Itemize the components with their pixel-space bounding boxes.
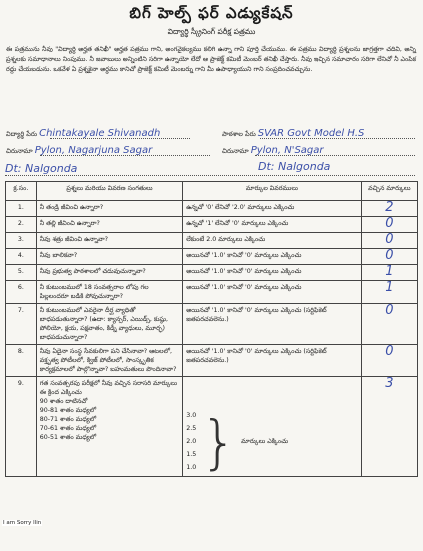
header-marks-detail: మార్కుల వివరములు <box>183 182 361 201</box>
table-row <box>6 281 418 304</box>
row-question: నీ తల్లి జీవించి ఉన్నారా? <box>36 217 182 233</box>
grade-points-cell <box>183 377 361 477</box>
row-number: 3. <box>6 233 37 249</box>
row-question-grade <box>36 377 182 477</box>
grade-points <box>186 409 196 474</box>
table-row <box>6 233 418 249</box>
row-score: 0 <box>385 216 394 231</box>
row-question: నీవు శత్రు జీవించి ఉన్నావా? <box>36 233 182 249</box>
header-serial: క్ర.సం. <box>6 182 37 201</box>
form-title: బిగ్ హెల్ప్ ఫర్ ఎడ్యుకేషన్ <box>129 4 294 22</box>
header-marks-obtained: వచ్చిన మార్కులు <box>361 182 417 201</box>
grade-range-4: 70-61 శాతం మధ్యలో <box>39 425 97 432</box>
row-number: 1. <box>6 201 37 217</box>
grade-range-2: 90-81 శాతం మధ్యలో <box>39 407 97 414</box>
table-header-row <box>6 182 418 201</box>
row-question: గత సంవత్సరపు పరీక్షలో నీవు వచ్చిన సరాసరి మార్కులు ఈ క్రింద ఎక్కించు <box>39 380 178 396</box>
address-line <box>40 155 210 156</box>
brace-icon: } <box>200 407 238 476</box>
row-question: నీ కుటుంబములో ఎవరైనా దీర్ఘ వ్యాధితో బాధపడుతున్నారా? (ఉదా: క్యాన్సర్, ఎయిడ్స్, కుష్ఠు, పోలియో, క్షయ, పక్షవాతం, కిడ్నీ వ్యాధులు, మూర్ఛ) బాధపడుచున్నారా? <box>36 304 182 345</box>
grade-point-2: 2.5 <box>186 425 197 432</box>
table-row <box>6 249 418 265</box>
row-marks: అయినచో '1.0' కానిచో '0' మార్కులు ఎక్కించు (సర్టిఫికెట్ జతపరచవలెను.) <box>183 304 361 345</box>
table-row <box>6 345 418 377</box>
table-row <box>6 265 418 281</box>
row-question: నీవు బాలికవా? <box>36 249 182 265</box>
row-score: 0 <box>385 303 394 318</box>
grade-point-3: 2.0 <box>186 438 197 445</box>
grade-range-3: 80-71 శాతం మధ్యలో <box>39 416 97 423</box>
row-score: 2 <box>385 200 394 215</box>
row-marks: అయినచో '1.0' కానిచో '0' మార్కులు ఎక్కించు <box>183 281 361 304</box>
row-score: 0 <box>385 232 394 247</box>
row-marks: ఉన్నచో '1' లేనిచో '0' మార్కులు ఎక్కించు <box>183 217 361 233</box>
row-number: 5. <box>6 265 37 281</box>
row-score: 0 <box>385 344 394 359</box>
address-value: Pylon, Nagarjuna Sagar <box>34 145 153 156</box>
row-number: 2. <box>6 217 37 233</box>
row-question: నీవు ప్రభుత్వ పాఠశాలలో చదువుచున్నావా? <box>36 265 182 281</box>
grade-range-5: 60-51 శాతం మధ్యలో <box>39 434 97 441</box>
table-row <box>6 304 418 345</box>
row-score: 0 <box>385 248 394 263</box>
grade-point-5: 1.0 <box>186 464 197 471</box>
form-subtitle: విద్యార్థి స్క్రీనింగ్ పరీక్ష పత్రము <box>167 27 256 36</box>
intro-paragraph: ఈ పత్రమును నీవు "విద్యార్థి అర్హత తనిఖీ" అర్హత పత్రము గాని, అంగవైకల్యము కలిగి ఉన్నా గాని పూర్తి చేయుము. ఈ పత్రము విద్యార్థి ప్రశ్నలను జాగ్రత్తగా చదివి, అన్ని ప్రశ్నలకు సమాధానాలు నింపుము. నీ జవాబులు అన్నింటిని సరిగా ఉన్నాయో లేదో ఆ ప్రాజెక్ట్ కమిటీ మెంబర్ తనిఖీ చేస్తారు. నీవు ఇచ్చిన సమాచారం సరిగా లేనిచో నీ ఎంపిక రద్దు చేయబడును. ఒకవేళ ఏ ప్రశ్నకైనా అర్థము కానిచో ప్రాజెక్ట్ కమిటీ మెంబర్ను గాని మీ ఉపాధ్యాయుని గాని సంప్రదించవచ్చును. <box>6 46 416 73</box>
row-score: 3 <box>385 376 394 391</box>
row-number: 7. <box>6 304 37 345</box>
row-number: 6. <box>6 281 37 304</box>
address2-value: Pylon, N'Sagar <box>250 145 324 156</box>
district-value: Dt: Nalgonda <box>5 162 78 175</box>
row-marks: లేకుంటే 2.0 మార్కులు ఎక్కించు <box>183 233 361 249</box>
grade-range-1: 90 శాతం దాటినచో <box>39 398 88 405</box>
address2-line <box>255 155 415 156</box>
row-marks: ఉన్నచో '0' లేనిచో '2.0' మార్కులు ఎక్కించు <box>183 201 361 217</box>
address-label: చిరునామా <box>6 147 33 155</box>
row-marks: అయినచో '1.0' కానిచో '0' మార్కులు ఎక్కించు <box>183 265 361 281</box>
row-number: 9. <box>6 377 37 477</box>
row-score: 1 <box>385 264 394 279</box>
district-line <box>5 175 415 176</box>
student-name-line <box>50 138 190 139</box>
school-name-label: పాఠశాల పేరు <box>222 130 256 138</box>
district2-value: Dt: Nalgonda <box>258 160 331 173</box>
row-question: నీ కుటుంబములో 18 సంవత్సరాల లోపు గల పిల్లలందరూ బడికి పోవుచున్నారా? <box>36 281 182 304</box>
table-row <box>6 377 418 477</box>
footer-note: I am Sorry llin <box>3 520 42 526</box>
row-question: నీ తండ్రి జీవించి ఉన్నారా? <box>36 201 182 217</box>
header-question: ప్రశ్నలు మరియు వివరణ సంగతులు <box>36 182 182 201</box>
table-row <box>6 201 418 217</box>
row-marks: అయినచో '1.0' కానిచో '0' మార్కులు ఎక్కించు (సర్టిఫికెట్ జతపరచవలెను.) <box>183 345 361 377</box>
school-name-line <box>260 138 415 139</box>
grade-point-4: 1.5 <box>186 451 197 458</box>
row-question: నీవు ఏదైనా సంస్థ సేవకులిగా పని చేసినావా? ఆటలలో, వక్తృత్వ పోటీలలో, క్విజ్ పోటీలలో, సాంస్కృతిక కార్యక్రమాలలో పాల్గొన్నావా? బహుమతులు పొందినావా? <box>36 345 182 377</box>
screening-table <box>5 181 418 477</box>
student-name-value: Chintakayale Shivanadh <box>39 128 161 139</box>
row-score: 1 <box>385 280 394 295</box>
address2-label: చిరునామా <box>222 147 249 155</box>
student-name-label: విద్యార్థి పేరు <box>6 130 38 138</box>
grade-point-1: 3.0 <box>186 412 197 419</box>
row-number: 4. <box>6 249 37 265</box>
school-name-value: SVAR Govt Model H.S <box>257 128 365 139</box>
row-marks: మార్కులు ఎక్కించు <box>241 438 289 445</box>
row-marks: అయినచో '1.0' కానిచో '0' మార్కులు ఎక్కించు <box>183 249 361 265</box>
row-number: 8. <box>6 345 37 377</box>
table-row <box>6 217 418 233</box>
